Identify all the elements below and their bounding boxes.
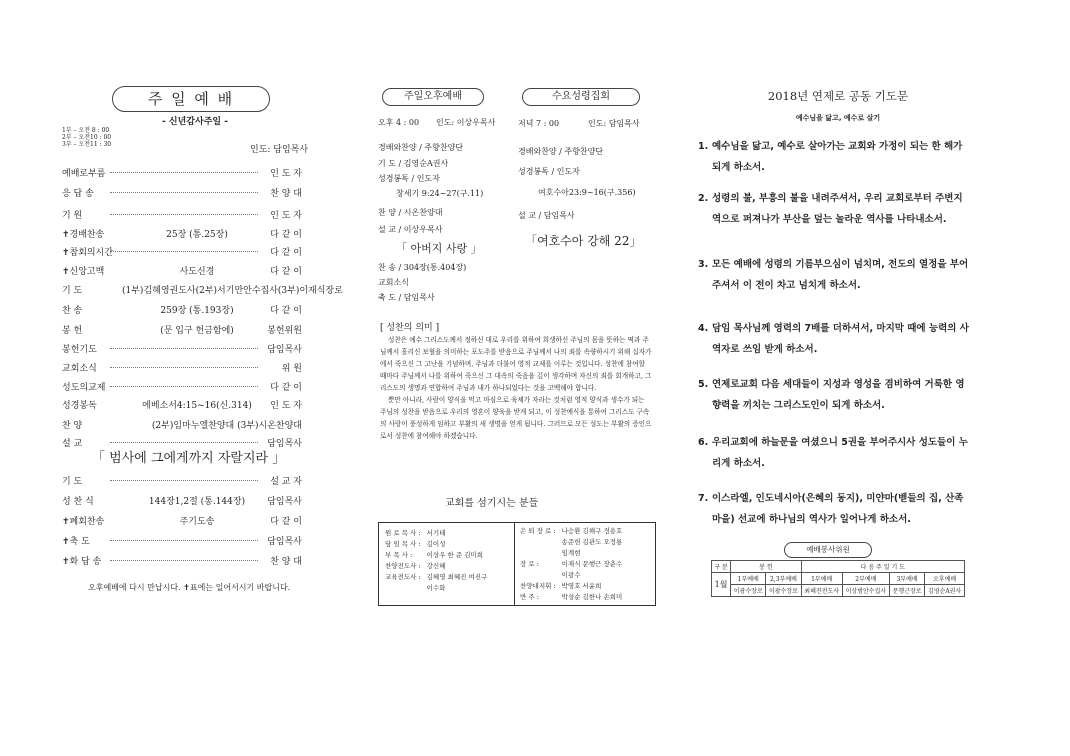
order-item-detail: (2부)임마누엘찬양대 (3부)시온찬양대: [151, 421, 302, 431]
order-row: [62, 186, 302, 198]
order-item-detail: 144장1,2절 (통.144장): [148, 497, 246, 507]
order-row: [62, 380, 302, 392]
meaning-paragraph: 성찬은 예수 그리스도께서 정하신 대로 우리를 위하여 희생하신 주님의 몸을 뜻하는 떡과 주님께서 흘리신 보혈을 의미하는 포도주를 받음으로 주님께서 나의 죄를 속량하시기 위해 십자가에서 죽으신 그 고난을 기념하며, 주님과 더불어 영적 교제를 이루는 것입니다. 성찬에 참여할 때마다 주님께서 나를 위하여 죽으신 그 대속의 죽음을 깊이 생각하며 자신의 죄를 회개하고, 그리스도의 생명과 연합하여 주님과 내가 하나되었다는 것을 고백해야 합니다.: [380, 336, 652, 392]
staff-row: [517, 591, 625, 602]
duty-sub: 오후예배: [925, 573, 965, 585]
staff-left-table: [382, 527, 490, 593]
service-time: 2부 – 오전10 : 00: [62, 134, 112, 141]
duty-head-prayer: 다 음 주 일 기 도: [801, 561, 964, 573]
order-dots: [110, 367, 258, 368]
prayer-number: 1.: [698, 141, 709, 152]
prayer-text: 담임 목사님께 영력의 7배를 더하셔서, 마지막 때에 능력의 사역자로 쓰임 받게 하소서.: [712, 323, 969, 355]
afternoon-leader: 인도: 이상우목사: [436, 118, 496, 127]
order-dots: [110, 560, 258, 561]
sermon-title: 「 범사에 그에게까지 자랄지라 」: [92, 451, 286, 466]
staff-divider: [514, 523, 515, 605]
staff-names: 김혜영 최혜진 여진구: [426, 573, 488, 581]
service-time: 3부 – 오전11 : 30: [62, 141, 112, 148]
duty-sub: 3부예배: [890, 573, 925, 585]
staff-row: [382, 538, 490, 549]
staff-role: 찬양대지휘 :: [520, 582, 556, 590]
order-item-name: 응 답 송: [62, 189, 94, 199]
prayer-title: 2018년 연제로 공동 기도문: [767, 89, 909, 103]
staff-row: [382, 571, 490, 582]
order-row: [62, 554, 302, 566]
order-item-person: 인 도 자: [270, 211, 302, 221]
staff-role: [382, 582, 424, 593]
staff-role: [517, 547, 559, 558]
order-item-name: 봉 헌: [62, 326, 83, 336]
staff-row: [517, 580, 625, 591]
duty-month: 1월: [712, 573, 731, 597]
staff-box: [378, 522, 656, 606]
staff-role: 반 주 :: [520, 593, 539, 601]
order-dots: [110, 214, 258, 215]
staff-names: 이재식 문행근 장춘수: [561, 560, 623, 568]
afternoon-item: 찬 송 / 304장(통.404장): [378, 263, 467, 272]
staff-names: 이광수: [561, 571, 581, 579]
order-item-person: 다 같 이: [270, 248, 302, 258]
duty-cell: 최혜진전도사: [801, 585, 842, 597]
staff-role: 교육전도사 :: [385, 573, 421, 581]
prayer-number: 7.: [698, 493, 709, 504]
staff-title: 교회를 섬기시는 분들: [445, 498, 539, 509]
staff-names: 박영호 서윤희: [561, 582, 602, 590]
wednesday-sermon-title: 「여호수아 강해 22」: [525, 234, 642, 248]
staff-role: 장 로 :: [520, 560, 539, 568]
order-dots: [110, 348, 258, 349]
prayer-text: 성령의 불, 부흥의 불을 내려주셔서, 우리 교회로부터 주변지역으로 퍼져나가 부산을 덮는 놀라운 역사를 나타내소서.: [712, 193, 963, 225]
prayer-number: 2.: [698, 193, 709, 204]
order-item-detail: 에베소서4:15~16(신.314): [142, 401, 252, 411]
order-item-person: 봉헌위원: [267, 326, 302, 336]
worship-subtitle: - 신년감사주일 -: [162, 117, 228, 127]
order-item-name: 성경봉독: [62, 401, 97, 411]
order-item-person: 담임목사: [267, 345, 302, 355]
service-time: 1부 – 오전 8 : 00: [62, 127, 110, 134]
order-item-name: 설 교: [62, 439, 83, 449]
order-item-person: 다 같 이: [270, 517, 302, 527]
staff-row: [517, 547, 625, 558]
order-dots: [110, 386, 258, 387]
service-times: [62, 127, 111, 148]
duty-cell: 이상범안수집사: [842, 585, 889, 597]
staff-names: 임계현: [561, 549, 581, 557]
order-item-detail: (문 입구 헌금함에): [160, 326, 234, 336]
duty-table: [711, 560, 965, 597]
staff-role: 담 임 목 사 :: [385, 540, 421, 548]
afternoon-item: 기 도 / 김영순A권사: [378, 159, 449, 168]
wednesday-item: 경배와찬양 / 주향찬양단: [518, 147, 604, 156]
prayer-text: 예수님을 닮고, 예수로 살아가는 교회와 가정이 되는 한 해가 되게 하소서.: [712, 141, 963, 173]
order-item-person: 담임목사: [267, 497, 302, 507]
order-row: [62, 323, 302, 335]
staff-row: [382, 527, 490, 538]
order-item-name: ✝경배찬송: [62, 230, 105, 240]
order-row: [62, 166, 302, 178]
prayer-subtitle: 예수님을 닮고, 예수로 살기: [795, 114, 881, 122]
order-item-name: 예배로부름: [62, 169, 106, 179]
order-dots: [110, 172, 258, 173]
order-dots: [110, 480, 258, 481]
staff-role: 찬양전도사 :: [385, 562, 421, 570]
staff-role: [517, 569, 559, 580]
order-row: [62, 494, 302, 506]
duty-sub: 2부예배: [842, 573, 889, 585]
order-row: [62, 245, 302, 257]
order-item-name: 봉헌기도: [62, 345, 97, 355]
wednesday-time: 저녁 7 : 00: [518, 119, 560, 128]
afternoon-item: 경배와찬양 / 주향찬양단: [378, 143, 464, 152]
afternoon-item: 교회소식: [378, 278, 409, 287]
order-item-name: 성 찬 식: [62, 497, 94, 507]
order-item-name: 찬 송: [62, 306, 83, 316]
prayer-text: 모든 예배에 성령의 기름부으심이 넘치며, 전도의 열정을 부어주셔서 이 전이 차고 넘치게 하소서.: [712, 259, 969, 291]
wednesday-item: 여호수아23:9~16(구.356): [538, 188, 636, 197]
staff-names: 강신혜: [426, 562, 446, 570]
order-dots: [110, 442, 258, 443]
order-item-person: 인 도 자: [270, 401, 302, 411]
order-item-person: 다 같 이: [270, 306, 302, 316]
staff-names: 이상우 한 준 김미희: [426, 551, 484, 559]
order-item-name: 성도의교제: [62, 383, 106, 393]
duty-sub: 1부예배: [801, 573, 842, 585]
staff-right-table: [517, 525, 625, 602]
prayer-text: 우리교회에 하늘문을 여셨으니 5권을 부어주시사 성도들이 누리게 하소서.: [712, 437, 968, 469]
order-item-detail: 주기도송: [179, 517, 215, 527]
wednesday-service-title: 수요성령집회: [522, 88, 640, 106]
order-row: [62, 264, 302, 276]
duty-cell: 김영순A권사: [925, 585, 965, 597]
order-dots: [110, 192, 258, 193]
staff-row: [382, 582, 490, 593]
order-row: [62, 342, 302, 354]
staff-role: 부 목 사 :: [385, 551, 413, 559]
worship-leader: 인도: 담임목사: [250, 145, 309, 155]
order-dots: [110, 540, 258, 541]
wednesday-item: 성경봉독 / 인도자: [518, 167, 580, 176]
order-item-name: 기 원: [62, 211, 83, 221]
afternoon-item: 찬 양 / 시온찬양대: [378, 208, 443, 217]
communion-meaning-text: [380, 334, 652, 442]
afternoon-time: 오후 4 : 00: [378, 118, 420, 127]
order-row: [62, 418, 302, 430]
afternoon-item: 설 교 / 이상우목사: [378, 225, 443, 234]
order-item-person: 담임목사: [267, 439, 302, 449]
duty-head-offering: 봉 헌: [731, 561, 801, 573]
communion-meaning-title: [ 성찬의 의미 ]: [380, 323, 440, 333]
order-item-detail: 25장 (통.25장): [166, 230, 228, 240]
wednesday-leader: 인도: 담임목사: [588, 119, 640, 128]
staff-row: [517, 569, 625, 580]
order-item-name: 찬 양: [62, 421, 83, 431]
sunday-worship-title: 주 일 예 배: [112, 86, 270, 112]
staff-names: 나승환 김해구 정용호: [561, 527, 623, 535]
order-row: [62, 534, 302, 546]
staff-row: [517, 536, 625, 547]
order-row: [62, 514, 302, 526]
order-row: [62, 474, 302, 486]
order-item-person: 찬 양 대: [270, 189, 302, 199]
duty-sub: 2,3부예배: [766, 573, 801, 585]
duty-cell: 이광수장로: [766, 585, 801, 597]
wednesday-item: 설 교 / 담임목사: [518, 211, 575, 220]
order-row: [62, 227, 302, 239]
footer-note: 오후예배에 다시 만납시다. ✝표에는 일어서시기 바랍니다.: [88, 583, 291, 592]
afternoon-item: 창세기 9:24~27(구.11): [396, 189, 484, 198]
order-row: [62, 303, 302, 315]
staff-row: [382, 549, 490, 560]
order-dots: [110, 251, 258, 252]
order-row: [62, 283, 343, 296]
order-item-detail: 259장 (통.193장): [160, 306, 234, 316]
staff-row: [517, 525, 625, 536]
order-item-person: 다 같 이: [270, 230, 302, 240]
staff-names: 송준헌 김관도 오정룡: [561, 538, 623, 546]
afternoon-service-title: 주일오후예배: [382, 88, 484, 106]
duty-cell: 문행근장로: [890, 585, 925, 597]
afternoon-sermon-title: 「 아버지 사랑 」: [396, 242, 482, 255]
staff-names: 박성순 김한나 손희미: [561, 593, 623, 601]
order-item-name: 기 도: [62, 477, 83, 487]
prayer-number: 6.: [698, 437, 709, 448]
order-item-name: ✝폐회찬송: [62, 517, 105, 527]
meaning-paragraph: 뿐만 아니라, 사람이 양식을 먹고 마심으로 육체가 자라는 것처럼 영적 양식과 생수가 되는 주님의 성찬을 받음으로 우리의 영혼이 양육을 받게 되고, 이 성찬예식을 통하여 그리스도 구속의 사랑이 풍성하게 임하고 부활의 새 생명을 얻게 됩니다. 그러므로 모든 성도는 부활의 증인으로서 성찬에 참여해야 하겠습니다.: [380, 396, 652, 440]
staff-role: [517, 536, 559, 547]
order-row: [62, 361, 302, 373]
order-item-name: ✝화 답 송: [62, 557, 102, 567]
prayer-text: 이스라엘, 인도네시아(은혜의 동지), 미얀마(벧들의 집, 산족마을) 선교에 하나님의 역사가 일어나게 하소서.: [712, 493, 964, 525]
order-item-name: 기 도: [62, 286, 83, 296]
order-item-person: 위 원: [281, 364, 302, 374]
staff-names: 김이성: [426, 540, 446, 548]
duty-head-category: 구 분: [712, 561, 731, 573]
order-item-person: 담임목사: [267, 537, 302, 547]
order-row: [62, 208, 302, 220]
order-item-person: 다 같 이: [270, 267, 302, 277]
order-item-name: ✝신앙고백: [62, 267, 105, 277]
duty-title: 예배봉사위원: [784, 542, 872, 558]
staff-role: 원 로 목 사 :: [385, 529, 421, 537]
duty-sub: 1부예배: [731, 573, 766, 585]
order-item-name: 교회소식: [62, 364, 97, 374]
afternoon-item: 축 도 / 담임목사: [378, 293, 435, 302]
prayer-number: 3.: [698, 259, 709, 270]
afternoon-item: 성경봉독 / 인도자: [378, 174, 440, 183]
order-item-detail: 사도신경: [179, 267, 215, 277]
order-item-detail: (1부)김혜영권도사(2부)서기만안수집사(3부)이재식장로: [122, 286, 343, 296]
order-item-name: ✝참회의시간: [62, 248, 114, 258]
prayer-number: 4.: [698, 323, 709, 334]
staff-names: 서기태: [426, 529, 446, 537]
prayer-number: 5.: [698, 379, 709, 390]
duty-cell: 이광수장로: [731, 585, 766, 597]
staff-names: 이수화: [426, 584, 446, 592]
order-item-person: 다 같 이: [270, 383, 302, 393]
order-row: [62, 398, 302, 410]
order-item-person: 설 교 자: [270, 477, 302, 487]
prayer-text: 연제로교회 다음 세대들이 지성과 영성을 겸비하여 거룩한 영향력을 끼치는 그리스도인이 되게 하소서.: [712, 379, 965, 411]
staff-row: [517, 558, 625, 569]
staff-row: [382, 560, 490, 571]
order-item-name: ✝축 도: [62, 537, 90, 547]
order-item-person: 인 도 자: [270, 169, 302, 179]
staff-role: 은 퇴 장 로 :: [520, 527, 556, 535]
order-item-person: 찬 양 대: [270, 557, 302, 567]
